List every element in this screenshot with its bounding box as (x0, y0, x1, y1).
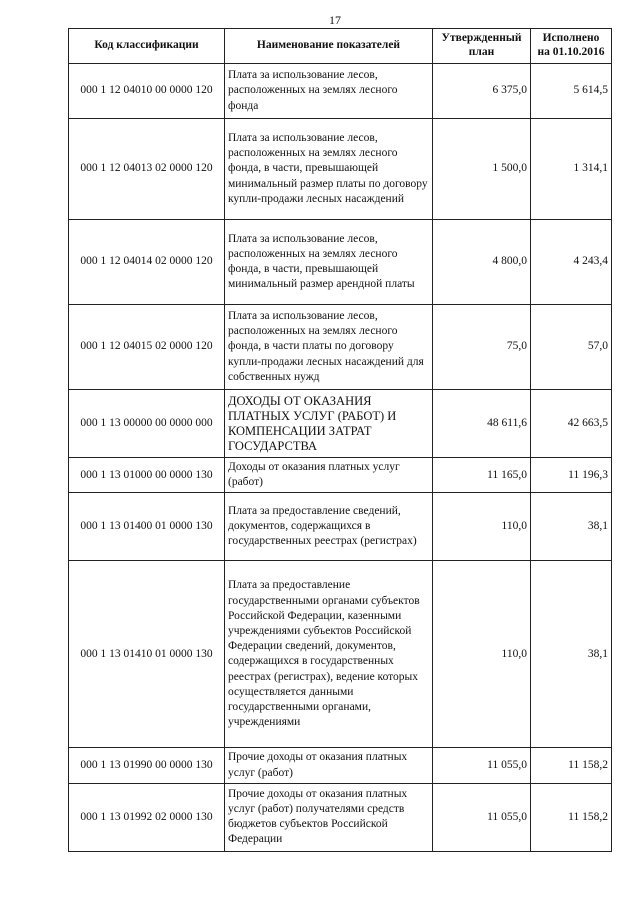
row-code: 000 1 13 00000 00 0000 000 (69, 390, 225, 458)
row-executed: 4 243,4 (531, 220, 612, 305)
row-name: ДОХОДЫ ОТ ОКАЗАНИЯ ПЛАТНЫХ УСЛУГ (РАБОТ) И КОМПЕНСАЦИИ ЗАТРАТ ГОСУДАРСТВА (225, 390, 433, 458)
header-plan: Утвержденный план (433, 29, 531, 64)
table-header-row (69, 29, 612, 64)
row-code: 000 1 13 01990 00 0000 130 (69, 748, 225, 783)
row-code: 000 1 12 04013 02 0000 120 (69, 119, 225, 220)
row-executed: 38,1 (531, 561, 612, 748)
header-executed-line1: Исполнено (542, 32, 600, 45)
row-plan: 11 165,0 (433, 458, 531, 493)
row-plan: 1 500,0 (433, 119, 531, 220)
row-plan: 4 800,0 (433, 220, 531, 305)
row-code: 000 1 13 01992 02 0000 130 (69, 783, 225, 851)
row-plan: 48 611,6 (433, 390, 531, 458)
row-executed: 11 158,2 (531, 748, 612, 783)
row-executed: 1 314,1 (531, 119, 612, 220)
row-plan: 11 055,0 (433, 748, 531, 783)
row-name: Плата за использование лесов, расположенных на землях лесного фонда (225, 64, 433, 119)
table-row (69, 305, 612, 390)
row-name: Плата за предоставление государственными органами субъектов Российской Федерации, казенными учреждениями субъектов Российской Федерации сведений, документов, содержащихся в государственных реестрах (регистрах), ведение которых осуществляется данными государственными органами, учреждениями (225, 561, 433, 748)
budget-revenue-table (68, 28, 612, 852)
row-code: 000 1 12 04014 02 0000 120 (69, 220, 225, 305)
row-name: Плата за использование лесов, расположенных на землях лесного фонда, в части, превышающей минимальный размер платы по договору купли-продажи лесных насаждений (225, 119, 433, 220)
row-name: Плата за предоставление сведений, документов, содержащихся в государственных реестрах (регистрах) (225, 493, 433, 561)
row-executed: 38,1 (531, 493, 612, 561)
page-number: 17 (329, 13, 341, 27)
table-row (69, 64, 612, 119)
row-plan: 75,0 (433, 305, 531, 390)
row-plan: 6 375,0 (433, 64, 531, 119)
row-plan: 110,0 (433, 561, 531, 748)
row-executed: 57,0 (531, 305, 612, 390)
row-name: Прочие доходы от оказания платных услуг (работ) (225, 748, 433, 783)
row-code: 000 1 13 01400 01 0000 130 (69, 493, 225, 561)
row-code: 000 1 13 01410 01 0000 130 (69, 561, 225, 748)
table-row (69, 119, 612, 220)
row-executed: 11 158,2 (531, 783, 612, 851)
table-row (69, 783, 612, 851)
row-code: 000 1 13 01000 00 0000 130 (69, 458, 225, 493)
row-code: 000 1 12 04015 02 0000 120 (69, 305, 225, 390)
table-row (69, 748, 612, 783)
table-row (69, 458, 612, 493)
header-executed-line2: на 01.10.2016 (537, 46, 605, 58)
header-executed (531, 29, 612, 64)
row-executed: 11 196,3 (531, 458, 612, 493)
row-plan: 110,0 (433, 493, 531, 561)
row-name: Плата за использование лесов, расположенных на землях лесного фонда, в части, превышающей минимальный размер арендной платы (225, 220, 433, 305)
table-row (69, 220, 612, 305)
row-name: Плата за использование лесов, расположенных на землях лесного фонда, в части платы по договору купли-продажи лесных насаждений для собственных нужд (225, 305, 433, 390)
table-row (69, 561, 612, 748)
table-row (69, 390, 612, 458)
table-row (69, 493, 612, 561)
row-executed: 42 663,5 (531, 390, 612, 458)
row-name: Прочие доходы от оказания платных услуг (работ) получателями средств бюджетов субъектов Российской Федерации (225, 783, 433, 851)
row-code: 000 1 12 04010 00 0000 120 (69, 64, 225, 119)
row-plan: 11 055,0 (433, 783, 531, 851)
row-name: Доходы от оказания платных услуг (работ) (225, 458, 433, 493)
header-code: Код классификации (69, 29, 225, 64)
header-name: Наименование показателей (225, 29, 433, 64)
row-executed: 5 614,5 (531, 64, 612, 119)
